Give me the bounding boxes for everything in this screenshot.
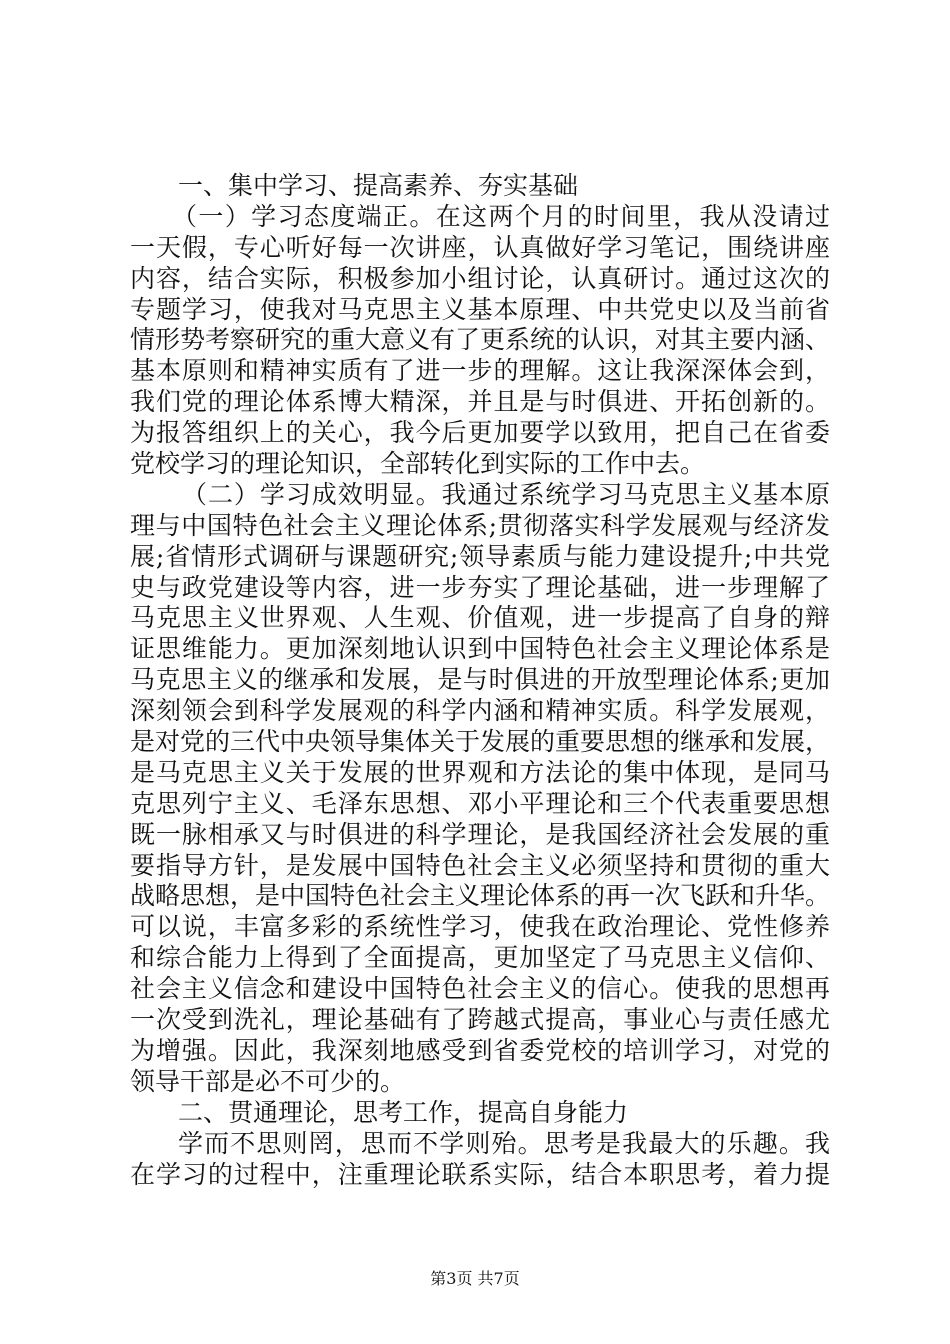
text-line: 领导干部是必不可少的。 [130,1066,406,1096]
text-line: 内容，结合实际，积极参加小组讨论，认真研讨。通过这次的 [130,263,830,293]
text-line: 一、集中学习、提高素养、夯实基础 [178,171,579,200]
text-line: 理与中国特色社会主义理论体系;贯彻落实科学发展观与经济发 [130,510,830,540]
text-line: 情形势考察研究的重大意义有了更系统的认识，对其主要内涵、 [130,325,831,355]
text-line: 为报答组织上的关心，我今后更加要学以致用，把自己在省委 [130,418,830,448]
document-body [130,171,830,1190]
text-line: 学而不思则罔，思而不学则殆。思考是我最大的乐趣。我 [178,1128,830,1158]
text-line: 一天假，专心听好每一次讲座，认真做好学习笔记，围绕讲座 [130,232,830,262]
text-line: 我们党的理论体系博大精深，并且是与时俱进、开拓创新的。 [130,387,830,417]
text-line: 为增强。因此，我深刻地感受到省委党校的培训学习，对党的 [130,1035,830,1065]
text-line: 证思维能力。更加深刻地认识到中国特色社会主义理论体系是 [130,634,830,664]
text-line: 是马克思主义关于发展的世界观和方法论的集中体现，是同马 [130,757,830,787]
text-line: 在学习的过程中，注重理论联系实际，结合本职思考，着力提 [130,1159,830,1189]
text-line: 党校学习的理论知识，全部转化到实际的工作中去。 [130,449,706,479]
text-line: 和综合能力上得到了全面提高，更加坚定了马克思主义信仰、 [130,943,830,973]
text-line: 可以说，丰富多彩的系统性学习，使我在政治理论、党性修养 [130,912,830,942]
text-line: 战略思想，是中国特色社会主义理论体系的再一次飞跃和升华。 [130,881,831,911]
text-line: 基本原则和精神实质有了进一步的理解。这让我深深体会到， [130,356,830,386]
text-line: 展;省情形式调研与课题研究;领导素质与能力建设提升;中共党 [130,541,830,571]
text-line: （二）学习成效明显。我通过系统学习马克思主义基本原 [182,479,830,509]
text-line: 深刻领会到科学发展观的科学内涵和精神实质。科学发展观， [130,696,830,726]
text-line: 专题学习，使我对马克思主义基本原理、中共党史以及当前省 [130,294,830,324]
text-line: 要指导方针，是发展中国特色社会主义必须坚持和贯彻的重大 [130,850,830,880]
text-line: 既一脉相承又与时俱进的科学理论，是我国经济社会发展的重 [130,819,830,849]
text-line: 社会主义信念和建设中国特色社会主义的信心。使我的思想再 [130,974,830,1004]
page-footer: 第3页 共7页 [430,1269,520,1288]
text-line: 马克思主义世界观、人生观、价值观，进一步提高了自身的辩 [130,603,830,633]
text-line: 马克思主义的继承和发展，是与时俱进的开放型理论体系;更加 [130,665,830,695]
text-line: （一）学习态度端正。在这两个月的时间里，我从没请过 [172,201,830,231]
text-line: 一次受到洗礼，理论基础有了跨越式提高，事业心与责任感尤 [130,1005,830,1035]
text-line: 史与政党建设等内容，进一步夯实了理论基础，进一步理解了 [130,572,830,602]
text-line: 二、贯通理论，思考工作，提高自身能力 [178,1097,629,1127]
text-line: 克思列宁主义、毛泽东思想、邓小平理论和三个代表重要思想 [130,788,830,818]
text-line: 是对党的三代中央领导集体关于发展的重要思想的继承和发展， [130,727,831,757]
